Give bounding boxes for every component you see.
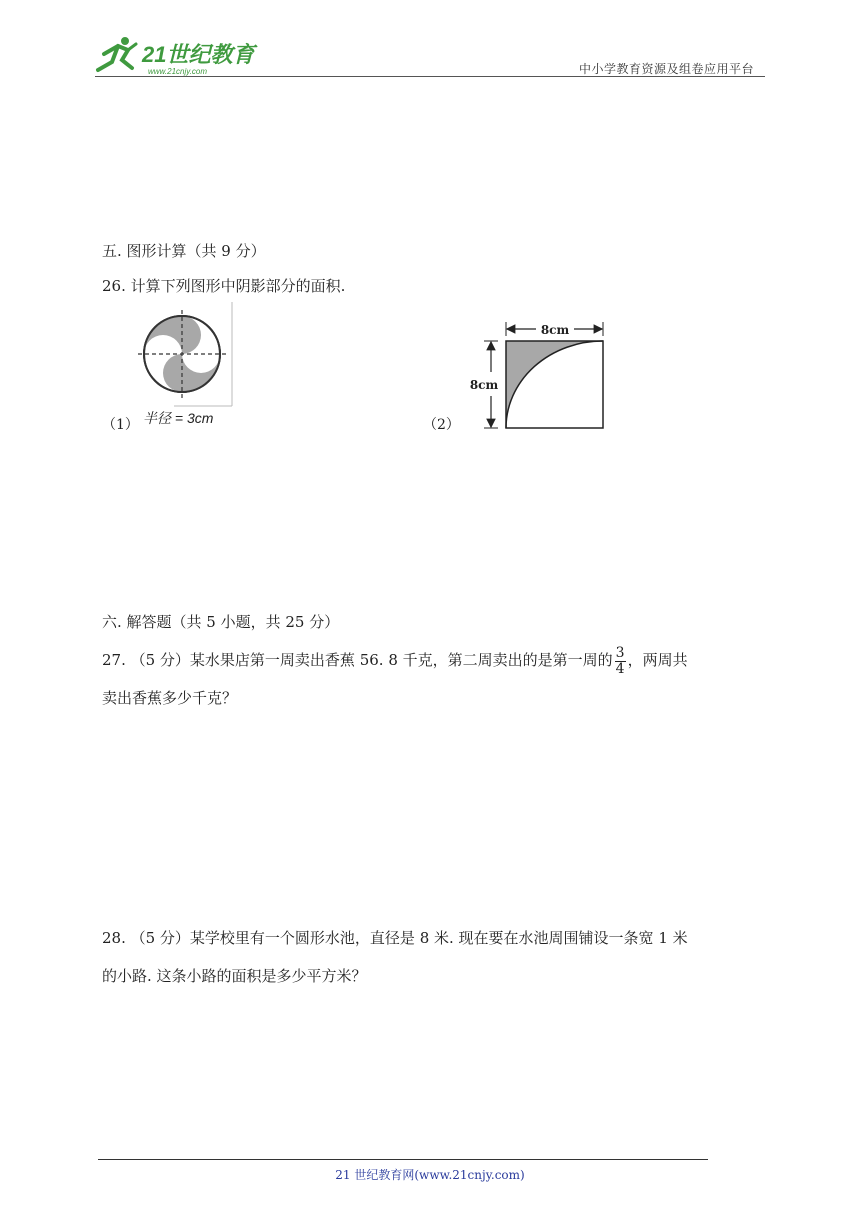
question-26: 26. 计算下列图形中阴影部分的面积. xyxy=(102,277,346,295)
header-divider xyxy=(95,76,765,77)
figure-2-shaded-region xyxy=(506,341,603,428)
fraction-denominator: 4 xyxy=(615,660,625,677)
footer-link[interactable]: 21 世纪教育网(www.21cnjy.com) xyxy=(335,1168,525,1182)
figure-1-yinyang-circle xyxy=(134,302,238,408)
question-28 xyxy=(102,919,774,995)
site-logo xyxy=(92,32,262,78)
fraction-three-quarters xyxy=(615,646,626,677)
figure-1-label: （1） xyxy=(102,417,139,433)
header-platform-text: 中小学教育资源及组卷应用平台 xyxy=(578,62,754,76)
section6-title: 六. 解答题（共 5 小题，共 25 分） xyxy=(102,613,340,631)
question-27 xyxy=(102,641,774,717)
figure-2-square-quarter-arc xyxy=(462,320,612,435)
figure-1-radius-label: 半径 = 3cm xyxy=(143,410,214,426)
logo-url: www.21cnjy.com xyxy=(148,67,207,76)
question-27-text-part2: ，两周共 xyxy=(627,651,688,669)
fraction-numerator: 3 xyxy=(615,644,625,661)
figure-2-label: （2） xyxy=(423,417,460,433)
footer-divider xyxy=(98,1159,708,1160)
runner-icon xyxy=(98,37,136,70)
section5-title: 五. 图形计算（共 9 分） xyxy=(102,242,266,260)
question-28-line1: 28. （5 分）某学校里有一个圆形水池，直径是 8 米. 现在要在水池周围铺设一条宽 1 米 xyxy=(102,929,688,947)
question-27-text-part1: 27. （5 分）某水果店第一周卖出香蕉 56. 8 千克，第二周卖出的是第一周的 xyxy=(102,651,613,669)
question-28-line2: 的小路. 这条小路的面积是多少平方米？ xyxy=(102,967,367,985)
logo-text: 21世纪教育 xyxy=(142,42,255,67)
question-27-line2: 卖出香蕉多少千克？ xyxy=(102,689,238,707)
question-27-line1 xyxy=(102,641,774,679)
figure-2-top-dimension: 8cm xyxy=(540,323,570,337)
figure-2-left-dimension: 8cm xyxy=(469,378,499,392)
